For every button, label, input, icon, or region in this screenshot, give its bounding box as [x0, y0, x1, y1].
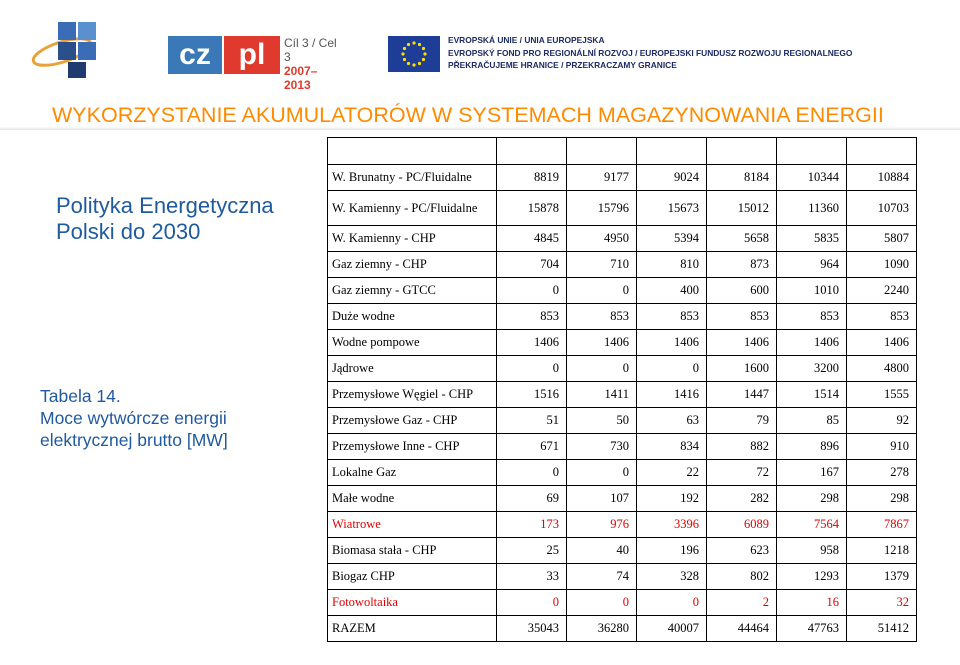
value-cell: 0 [567, 278, 637, 304]
value-cell: 107 [567, 486, 637, 512]
row-label: RAZEM [328, 616, 497, 642]
row-label: Wiatrowe [328, 512, 497, 538]
value-cell: 1555 [847, 382, 917, 408]
caption-line: Moce wytwórcze energii [40, 408, 227, 428]
value-cell: 85 [777, 408, 847, 434]
value-cell: 10884 [847, 165, 917, 191]
value-cell: 5835 [777, 226, 847, 252]
table-row [328, 564, 917, 590]
value-cell: 10344 [777, 165, 847, 191]
value-cell: 910 [847, 434, 917, 460]
page-title: WYKORZYSTANIE AKUMULATORÓW W SYSTEMACH MAGAZYNOWANIA ENERGII [52, 103, 884, 127]
value-cell: 1411 [567, 382, 637, 408]
value-cell: 0 [637, 590, 707, 616]
value-cell: 7867 [847, 512, 917, 538]
row-label: Gaz ziemny - GTCC [328, 278, 497, 304]
value-cell: 853 [637, 304, 707, 330]
table-row [328, 460, 917, 486]
row-label: Wodne pompowe [328, 330, 497, 356]
header-logos [0, 0, 960, 90]
value-cell: 69 [497, 486, 567, 512]
table-caption [40, 385, 280, 451]
value-cell: 1379 [847, 564, 917, 590]
value-cell: 167 [777, 460, 847, 486]
value-cell: 196 [637, 538, 707, 564]
program-label [284, 36, 344, 92]
value-cell: 36280 [567, 616, 637, 642]
value-cell: 853 [567, 304, 637, 330]
row-label: Małe wodne [328, 486, 497, 512]
value-cell: 72 [707, 460, 777, 486]
value-cell: 976 [567, 512, 637, 538]
value-cell: 25 [497, 538, 567, 564]
table-row [328, 512, 917, 538]
value-cell: 15673 [637, 191, 707, 226]
value-cell: 1218 [847, 538, 917, 564]
value-cell: 35043 [497, 616, 567, 642]
value-cell: 1514 [777, 382, 847, 408]
header-cell [777, 138, 847, 165]
value-cell: 4800 [847, 356, 917, 382]
table-row [328, 165, 917, 191]
subtitle [56, 193, 326, 245]
table-row [328, 616, 917, 642]
value-cell: 282 [707, 486, 777, 512]
value-cell: 33 [497, 564, 567, 590]
value-cell: 40007 [637, 616, 707, 642]
table-row [328, 434, 917, 460]
value-cell: 704 [497, 252, 567, 278]
value-cell: 47763 [777, 616, 847, 642]
value-cell: 853 [707, 304, 777, 330]
header-cell [567, 138, 637, 165]
table-row [328, 538, 917, 564]
eu-line: PŘEKRAČUJEME HRANICE / PRZEKRACZAMY GRANICE [448, 60, 677, 70]
value-cell: 400 [637, 278, 707, 304]
row-label: Przemysłowe Węgiel - CHP [328, 382, 497, 408]
value-cell: 0 [567, 590, 637, 616]
value-cell: 6089 [707, 512, 777, 538]
value-cell: 0 [497, 590, 567, 616]
value-cell: 896 [777, 434, 847, 460]
value-cell: 0 [497, 460, 567, 486]
row-label: W. Kamienny - PC/Fluidalne [328, 191, 497, 226]
eu-flag-icon [388, 36, 440, 72]
value-cell: 5394 [637, 226, 707, 252]
row-label: Fotowoltaika [328, 590, 497, 616]
value-cell: 4845 [497, 226, 567, 252]
table-row [328, 226, 917, 252]
value-cell: 1406 [707, 330, 777, 356]
value-cell: 1293 [777, 564, 847, 590]
value-cell: 298 [847, 486, 917, 512]
value-cell: 1010 [777, 278, 847, 304]
row-label: Lokalne Gaz [328, 460, 497, 486]
value-cell: 15012 [707, 191, 777, 226]
value-cell: 173 [497, 512, 567, 538]
cz-logo-part: cz [168, 36, 222, 74]
value-cell: 1406 [637, 330, 707, 356]
value-cell: 63 [637, 408, 707, 434]
value-cell: 730 [567, 434, 637, 460]
eu-line: EVROPSKÁ UNIE / UNIA EUROPEJSKA [448, 35, 605, 45]
value-cell: 1416 [637, 382, 707, 408]
value-cell: 298 [777, 486, 847, 512]
table-row [328, 330, 917, 356]
value-cell: 0 [497, 278, 567, 304]
value-cell: 74 [567, 564, 637, 590]
value-cell: 50 [567, 408, 637, 434]
value-cell: 44464 [707, 616, 777, 642]
value-cell: 1600 [707, 356, 777, 382]
value-cell: 3396 [637, 512, 707, 538]
row-label: Biogaz CHP [328, 564, 497, 590]
value-cell: 22 [637, 460, 707, 486]
value-cell: 0 [567, 356, 637, 382]
capacity-table [327, 137, 917, 642]
cube-logo-icon [30, 18, 108, 80]
cz-pl-logo [168, 36, 338, 92]
value-cell: 328 [637, 564, 707, 590]
row-label: Duże wodne [328, 304, 497, 330]
subtitle-line: Polityka Energetyczna [56, 193, 274, 218]
table-row [328, 590, 917, 616]
eu-line: EVROPSKÝ FOND PRO REGIONÁLNÍ ROZVOJ / EUROPEJSKI FUNDUSZ ROZWOJU REGIONALNEGO [448, 47, 853, 58]
value-cell: 9024 [637, 165, 707, 191]
table-row [328, 252, 917, 278]
value-cell: 0 [637, 356, 707, 382]
value-cell: 958 [777, 538, 847, 564]
value-cell: 7564 [777, 512, 847, 538]
eu-program-text [448, 34, 852, 72]
caption-line: Tabela 14. [40, 386, 121, 406]
header-cell [637, 138, 707, 165]
row-label: Gaz ziemny - CHP [328, 252, 497, 278]
table-row [328, 356, 917, 382]
table-row [328, 304, 917, 330]
row-label: Jądrowe [328, 356, 497, 382]
value-cell: 882 [707, 434, 777, 460]
value-cell: 3200 [777, 356, 847, 382]
value-cell: 4950 [567, 226, 637, 252]
value-cell: 1406 [847, 330, 917, 356]
value-cell: 671 [497, 434, 567, 460]
row-label: W. Kamienny - CHP [328, 226, 497, 252]
value-cell: 51412 [847, 616, 917, 642]
header-cell [497, 138, 567, 165]
value-cell: 853 [497, 304, 567, 330]
value-cell: 710 [567, 252, 637, 278]
table-row [328, 191, 917, 226]
value-cell: 8819 [497, 165, 567, 191]
value-cell: 0 [567, 460, 637, 486]
value-cell: 1406 [777, 330, 847, 356]
program-years: 2007–2013 [284, 64, 318, 92]
value-cell: 873 [707, 252, 777, 278]
table-row [328, 408, 917, 434]
value-cell: 92 [847, 408, 917, 434]
value-cell: 2 [707, 590, 777, 616]
value-cell: 32 [847, 590, 917, 616]
value-cell: 802 [707, 564, 777, 590]
value-cell: 1090 [847, 252, 917, 278]
value-cell: 11360 [777, 191, 847, 226]
value-cell: 15878 [497, 191, 567, 226]
value-cell: 1406 [567, 330, 637, 356]
value-cell: 1406 [497, 330, 567, 356]
value-cell: 192 [637, 486, 707, 512]
value-cell: 16 [777, 590, 847, 616]
value-cell: 853 [777, 304, 847, 330]
value-cell: 40 [567, 538, 637, 564]
table-row [328, 382, 917, 408]
row-label: Przemysłowe Inne - CHP [328, 434, 497, 460]
table-row [328, 486, 917, 512]
header-cell [707, 138, 777, 165]
header-cell [847, 138, 917, 165]
value-cell: 8184 [707, 165, 777, 191]
table-row [328, 278, 917, 304]
value-cell: 810 [637, 252, 707, 278]
value-cell: 834 [637, 434, 707, 460]
value-cell: 623 [707, 538, 777, 564]
value-cell: 853 [847, 304, 917, 330]
value-cell: 10703 [847, 191, 917, 226]
value-cell: 9177 [567, 165, 637, 191]
value-cell: 964 [777, 252, 847, 278]
value-cell: 600 [707, 278, 777, 304]
value-cell: 15796 [567, 191, 637, 226]
value-cell: 79 [707, 408, 777, 434]
value-cell: 5807 [847, 226, 917, 252]
row-label: Przemysłowe Gaz - CHP [328, 408, 497, 434]
value-cell: 0 [497, 356, 567, 382]
header-cell [328, 138, 497, 165]
row-label: W. Brunatny - PC/Fluidalne [328, 165, 497, 191]
cil-line: Cíl 3 / Cel 3 [284, 36, 337, 64]
value-cell: 5658 [707, 226, 777, 252]
table-header-row [328, 138, 917, 165]
pl-logo-part: pl [224, 36, 280, 74]
value-cell: 51 [497, 408, 567, 434]
caption-line: elektrycznej brutto [MW] [40, 430, 228, 450]
value-cell: 1447 [707, 382, 777, 408]
subtitle-line: Polski do 2030 [56, 219, 201, 244]
value-cell: 278 [847, 460, 917, 486]
title-divider [0, 127, 960, 130]
value-cell: 1516 [497, 382, 567, 408]
row-label: Biomasa stała - CHP [328, 538, 497, 564]
value-cell: 2240 [847, 278, 917, 304]
